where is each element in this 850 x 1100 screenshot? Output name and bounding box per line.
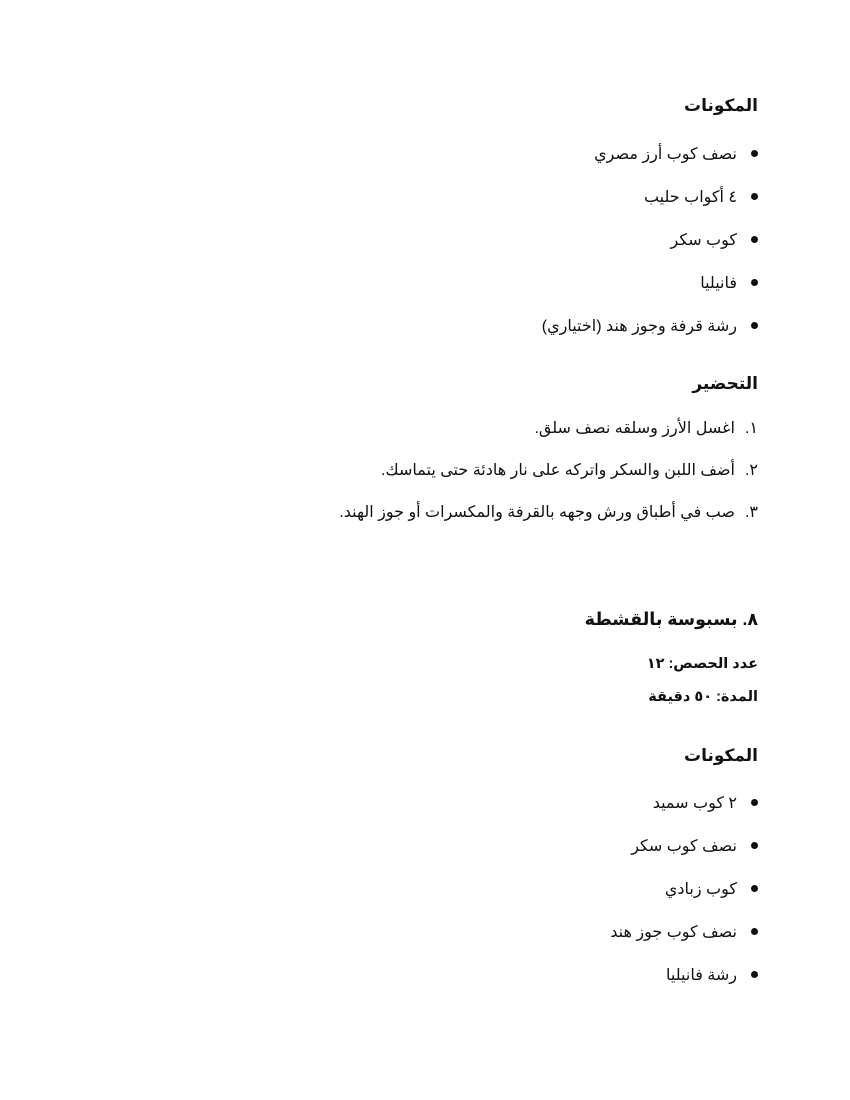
step-number: ١. — [744, 420, 758, 437]
step-number: ٣. — [744, 504, 758, 521]
bullet-icon — [751, 236, 758, 243]
bullet-icon — [751, 279, 758, 286]
step-text: اغسل الأرز وسلقه نصف سلق. — [534, 420, 735, 437]
bullet-icon — [751, 885, 758, 892]
bullet-icon — [751, 928, 758, 935]
list-item: كوب زبادي — [665, 879, 758, 899]
bullet-icon — [751, 322, 758, 329]
bullet-icon — [751, 193, 758, 200]
bullet-icon — [751, 150, 758, 157]
list-item — [381, 460, 758, 480]
ingredients-heading-1: المكونات — [683, 96, 758, 115]
bullet-icon — [751, 842, 758, 849]
list-item: رشة فانيليا — [666, 965, 758, 985]
list-item: كوب سكر — [671, 230, 758, 250]
list-item — [339, 502, 758, 522]
list-item — [534, 418, 758, 438]
bullet-icon — [751, 971, 758, 978]
ingredients-heading-2: المكونات — [683, 746, 758, 765]
list-item: ٤ أكواب حليب — [644, 187, 758, 207]
step-text: صب في أطباق ورش وجهه بالقرفة والمكسرات أو جوز الهند. — [339, 504, 735, 521]
bullet-icon — [751, 799, 758, 806]
list-item: رشة قرفة وجوز هند (اختياري) — [542, 316, 758, 336]
step-text: أضف اللبن والسكر واتركه على نار هادئة حتى يتماسك. — [381, 462, 735, 479]
list-item: نصف كوب أرز مصري — [594, 144, 758, 164]
prep-heading: التحضير — [692, 374, 758, 393]
step-number: ٢. — [744, 462, 758, 479]
duration-line: المدة: ٥٠ دقيقة — [648, 689, 758, 705]
list-item: ٢ كوب سميد — [653, 793, 758, 813]
list-item: نصف كوب جوز هند — [610, 922, 758, 942]
servings-line: عدد الحصص: ١٢ — [646, 656, 758, 672]
list-item: فانيليا — [700, 273, 758, 293]
recipe-title: ٨. بسبوسة بالقشطة — [584, 609, 758, 629]
list-item: نصف كوب سكر — [631, 836, 758, 856]
